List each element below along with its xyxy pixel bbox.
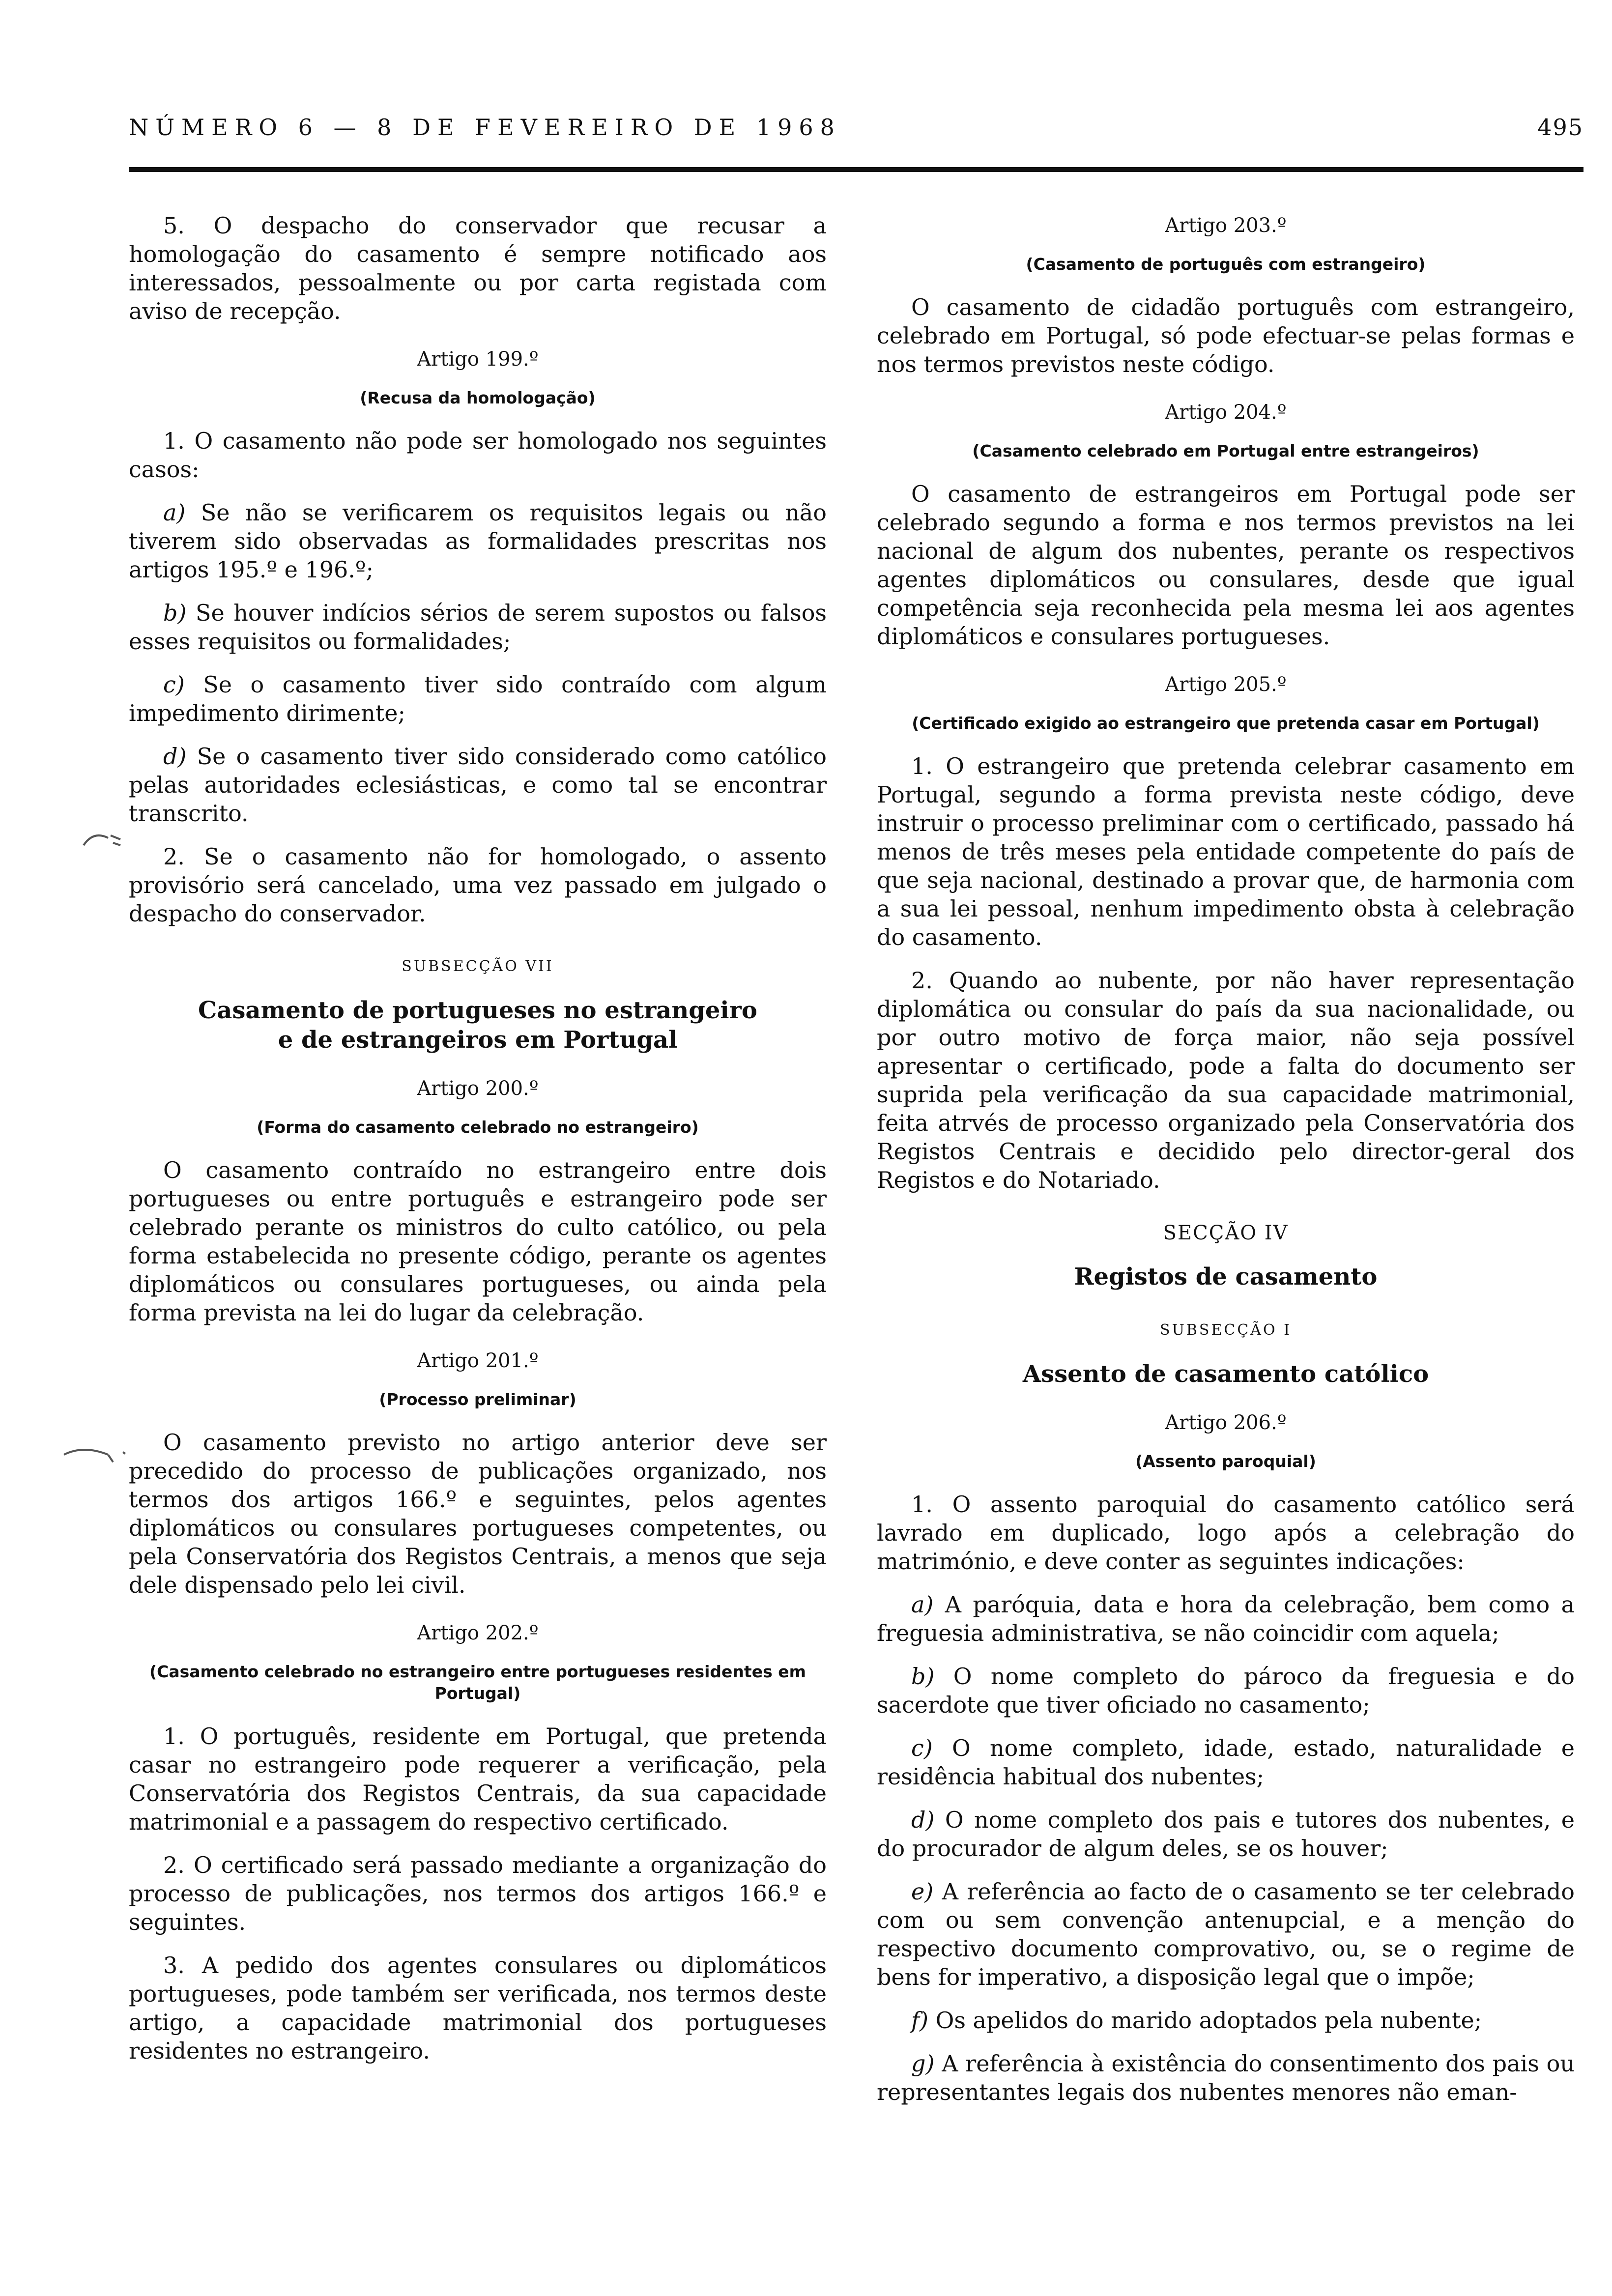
item-label: c)	[911, 1735, 933, 1761]
item-label: d)	[911, 1807, 935, 1833]
article-heading: (Casamento de português com estrangeiro)	[1026, 255, 1426, 274]
item-text: Os apelidos do marido adoptados pela nubente;	[928, 2007, 1482, 2034]
paragraph: 3. A pedido dos agentes consulares ou diplomáticos portugueses, pode também ser verificada, nos termos deste artigo, a capacidade matrimonial dos portugueses residentes no estrangeiro.	[129, 1952, 827, 2064]
article-heading: (Assento paroquial)	[1135, 1452, 1316, 1471]
list-item	[877, 1590, 1575, 1647]
subsection-label: SUBSECÇÃO I	[1160, 1321, 1292, 1339]
paragraph: 2. Quando ao nubente, por não haver representação diplomática ou consular do país da sua nacionalidade, ou por outro motivo de força maior, não seja possível apresentar o certificado, pode a falta do documento ser suprida pela verificação da sua capacidade matrimonial, feita atrvés de processo organizado pela Conservatória dos Registos Centrais e decidido pelo director-geral dos Registos e do Notariado.	[877, 967, 1575, 1193]
article-heading: (Processo preliminar)	[379, 1390, 576, 1409]
article-heading: (Recusa da homologação)	[360, 388, 596, 407]
subsection-label: SUBSECÇÃO VII	[402, 958, 554, 975]
header-rule	[129, 167, 1583, 172]
paragraph: 1. O casamento não pode ser homologado nos seguintes casos:	[129, 428, 827, 483]
paragraph: 1. O português, residente em Portugal, que pretenda casar no estrangeiro pode requerer a verificação, pela Conservatória dos Registos Centrais, da sua capacidade matrimonial e a passagem do respectivo certificado.	[129, 1723, 827, 1835]
subsection-title: Assento de casamento católico	[1022, 1360, 1429, 1388]
item-label: e)	[911, 1878, 934, 1905]
article-heading: (Certificado exigido ao estrangeiro que pretenda casar em Portugal)	[912, 714, 1540, 733]
item-text: Se o casamento tiver sido contraído com algum impedimento dirimente;	[129, 671, 827, 726]
list-item	[877, 1877, 1575, 1991]
article-number: Artigo 201.º	[417, 1349, 539, 1372]
item-label: a)	[911, 1591, 934, 1618]
paragraph: 2. Se o casamento não for homologado, o assento provisório será cancelado, uma vez passado em julgado o despacho do conservador.	[129, 843, 827, 927]
article-number: Artigo 200.º	[417, 1077, 539, 1100]
paragraph: O casamento de estrangeiros em Portugal pode ser celebrado segundo a forma e nos termos previstos na lei nacional de algum dos nubentes, perante os respectivos agentes diplomáticos ou consulares, desde que igual competência seja reconhecida pela mesma lei aos agentes diplomáticos e consulares portugueses.	[877, 481, 1575, 650]
item-text: O nome completo, idade, estado, naturalidade e residência habitual dos nubentes;	[877, 1735, 1575, 1790]
list-item	[129, 599, 827, 656]
paragraph: 2. O certificado será passado mediante a organização do processo de publicações, nos termos dos artigos 166.º e seguintes.	[129, 1852, 827, 1935]
item-label: d)	[163, 743, 187, 770]
paragraph: 1. O assento paroquial do casamento católico será lavrado em duplicado, logo após a celebração do matrimónio, e deve conter as seguintes indicações:	[877, 1491, 1575, 1575]
list-item	[877, 1734, 1575, 1791]
paragraph: 1. O estrangeiro que pretenda celebrar casamento em Portugal, segundo a forma prevista neste código, deve instruir o processo preliminar com o certificado, passado há menos de três meses pela entidade competente do país de que seja nacional, destinado a provar que, de harmonia com a sua lei pessoal, nenhum impedimento obsta à celebração do casamento.	[877, 753, 1575, 950]
item-text: A referência à existência do consentimento dos pais ou representantes legais dos nubentes menores não eman-	[877, 2050, 1575, 2105]
subsection-title	[129, 996, 827, 1055]
article-number: Artigo 205.º	[1165, 673, 1287, 696]
article-number: Artigo 202.º	[417, 1622, 539, 1644]
item-text: A paróquia, data e hora da celebração, bem como a freguesia administrativa, se não coincidir com aquela;	[877, 1591, 1575, 1646]
article-number: Artigo 199.º	[417, 348, 539, 371]
paragraph: O casamento previsto no artigo anterior deve ser precedido do processo de publicações organizado, nos termos dos artigos 166.º e seguintes, pelos agentes diplomáticos ou consulares portugueses competentes, ou pela Conservatória dos Registos Centrais, a menos que seja dele dispensado pelo lei civil.	[129, 1429, 827, 1598]
left-column	[129, 211, 827, 2080]
issue-title: NÚMERO 6 — 8 DE FEVEREIRO DE 1968	[129, 114, 841, 141]
item-label: g)	[911, 2050, 935, 2077]
subsection-title-line: e de estrangeiros em Portugal	[278, 1026, 678, 1054]
list-item	[877, 1662, 1575, 1719]
article-heading: (Casamento celebrado no estrangeiro entre portugueses residentes em Portugal)	[149, 1662, 806, 1703]
article-number: Artigo 206.º	[1165, 1411, 1287, 1434]
pencil-mark	[74, 816, 133, 875]
list-item	[877, 2049, 1575, 2106]
page-number: 495	[1537, 114, 1583, 141]
list-item	[129, 742, 827, 828]
item-label: f)	[911, 2007, 928, 2034]
item-label: a)	[163, 499, 186, 526]
page-header	[129, 114, 1583, 153]
list-item	[877, 2006, 1575, 2035]
item-text: Se houver indícios sérios de serem supostos ou falsos esses requisitos ou formalidades;	[129, 600, 827, 655]
paragraph: O casamento contraído no estrangeiro entre dois portugueses ou entre português e estrangeiro pode ser celebrado perante os ministros do culto católico, ou pela forma estabelecida no presente código, perante os agentes diplomáticos ou consulares portugueses, ou ainda pela forma prevista na lei do lugar da celebração.	[129, 1157, 827, 1326]
item-text: Se não se verificarem os requisitos legais ou não tiverem sido observadas as formalidades prescritas nos artigos 195.º e 196.º;	[129, 499, 827, 583]
article-heading: (Casamento celebrado em Portugal entre estrangeiros)	[972, 441, 1479, 460]
item-text: O nome completo do pároco da freguesia e do sacerdote que tiver oficiado no casamento;	[877, 1663, 1575, 1718]
section-title: Registos de casamento	[1074, 1263, 1378, 1291]
item-text: A referência ao facto de o casamento se ter celebrado com ou sem convenção antenupcial, e a menção do respectivo documento comprovativo, ou, se o regime de bens for imperativo, a disposição legal que o impõe;	[877, 1878, 1575, 1990]
list-item	[129, 670, 827, 727]
paragraph: O casamento de cidadão português com estrangeiro, celebrado em Portugal, só pode efectuar-se pelas formas e nos termos previstos neste código.	[877, 294, 1575, 377]
item-label: b)	[163, 600, 187, 626]
article-heading: (Forma do casamento celebrado no estrangeiro)	[257, 1118, 699, 1137]
right-column	[877, 211, 1575, 2121]
list-item	[129, 498, 827, 584]
item-label: c)	[163, 671, 185, 698]
list-item	[877, 1806, 1575, 1863]
item-text: Se o casamento tiver sido considerado como católico pelas autoridades eclesiásticas, e como tal se encontrar transcrito.	[129, 743, 827, 827]
paragraph: 5. O despacho do conservador que recusar a homologação do casamento é sempre notificado aos interessados, pessoalmente ou por carta registada com aviso de recepção.	[129, 212, 827, 324]
article-number: Artigo 204.º	[1165, 401, 1287, 424]
article-number: Artigo 203.º	[1165, 214, 1287, 237]
item-label: b)	[911, 1663, 935, 1690]
section-label: SECÇÃO IV	[1163, 1222, 1289, 1244]
pencil-mark	[59, 1435, 138, 1474]
subsection-title-line: Casamento de portugueses no estrangeiro	[198, 997, 757, 1024]
item-text: O nome completo dos pais e tutores dos nubentes, e do procurador de algum deles, se os houver;	[877, 1807, 1575, 1862]
